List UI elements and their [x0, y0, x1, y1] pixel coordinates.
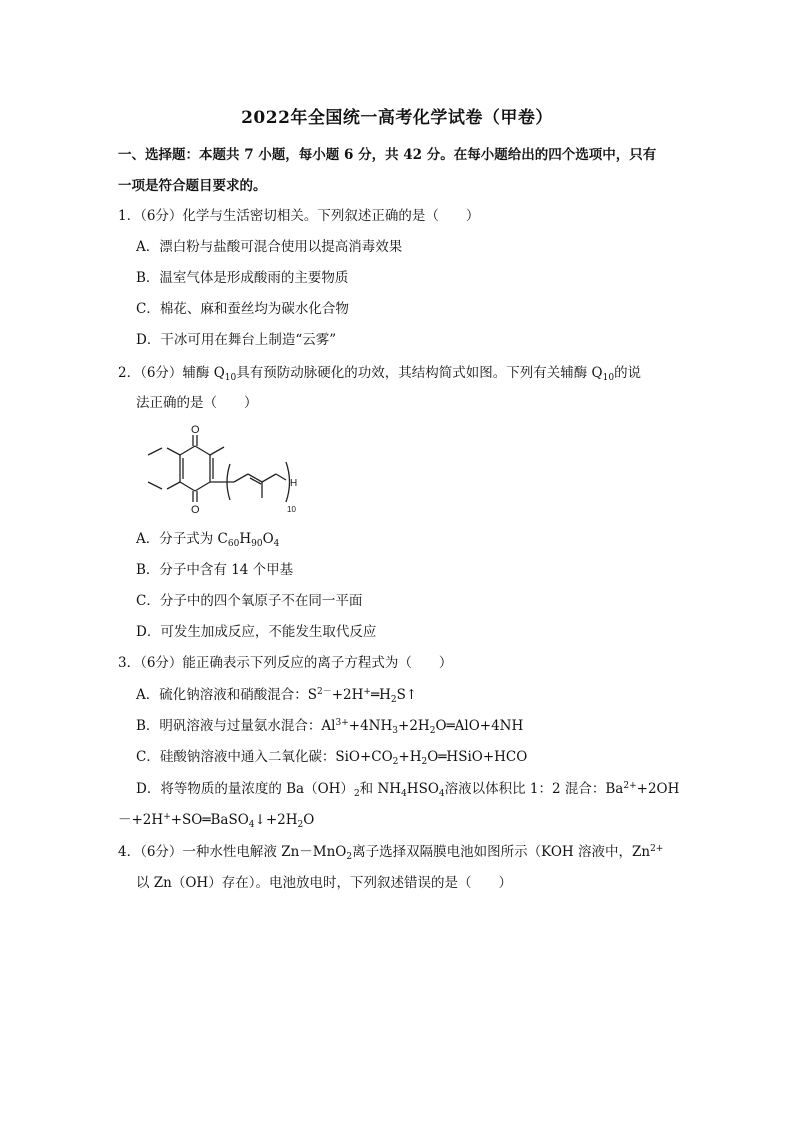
q1-option-a: A．漂白粉与盐酸可混合使用以提高消毒效果	[136, 239, 403, 255]
oxygen-bottom-label: O	[191, 504, 200, 516]
q2-stem: 2．（6分）辅酶 $Q_{10}$具有预防动脉硬化的功效，其结构简式如图。下列有关辅酶 $Q_{10}$的说	[118, 365, 642, 383]
q4-stem: 4．（6分）一种水性电解液 Zn－MnO$_2$离子选择双隔膜电池如图所示（KOH 溶液中，$Zn^{2+}$	[118, 844, 664, 862]
q1-option-b: B．温室气体是形成酸雨的主要物质	[136, 270, 349, 286]
q2-option-c: C．分子中的四个氧原子不在同一平面	[136, 593, 363, 609]
q2-option-a: A．分子式为 $C_{60}H_{90}O_4$	[136, 531, 280, 549]
repeat-count-label: 10	[287, 505, 296, 514]
q3-option-c: C．硅酸钠溶液中通入二氧化碳：$SiO+CO_2+H_2O═HSiO+HCO$	[136, 749, 528, 767]
q1-option-c: C．棉花、麻和蚕丝均为碳水化合物	[136, 301, 349, 317]
q1-option-d: D．干冰可用在舞台上制造“云雾”	[136, 332, 337, 348]
q3-option-d: D．将等物质的量浓度的 $Ba(OH)_2$和 $NH_4HSO_4$溶液以体积比 1：2 混合：$Ba^{2+}+2OH$	[136, 781, 680, 799]
coenzyme-q10-structure-figure	[140, 422, 310, 518]
q2-option-d: D．可发生加成反应，不能发生取代反应	[136, 624, 377, 640]
q3-option-a: A．硫化钠溶液和硝酸混合：$S^{2-}+2H^+═H_2S↑$	[136, 687, 418, 705]
q3-option-d-continued: $-+2H^++SO═BaSO_4↓+2H_2O$	[118, 812, 315, 830]
hydrogen-label: H	[290, 478, 298, 489]
q4-stem-line2: 以 Zn（OH）存在）。电池放电时，下列叙述错误的是（ ）	[136, 875, 512, 891]
q2-option-b: B．分子中含有 14 个甲基	[136, 562, 294, 578]
q1-stem: 1．（6分）化学与生活密切相关。下列叙述正确的是（ ）	[118, 208, 480, 224]
q3-option-b: B．明矾溶液与过量氨水混合：$Al^{3+}+4NH_3+2H_2O═AlO+4NH$	[136, 718, 524, 736]
q2-stem-line2: 法正确的是（ ）	[136, 395, 258, 411]
section-heading-line2: 一项是符合题目要求的。	[118, 178, 267, 194]
page-title: 2022年全国统一高考化学试卷（甲卷）	[241, 108, 553, 128]
q3-stem: 3．（6分）能正确表示下列反应的离子方程式为（ ）	[118, 655, 453, 671]
section-heading-line1: 一、选择题：本题共 7 小题，每小题 6 分，共 42 分。在每小题给出的四个选项中，只有	[118, 147, 657, 163]
oxygen-top-label: O	[191, 424, 200, 436]
